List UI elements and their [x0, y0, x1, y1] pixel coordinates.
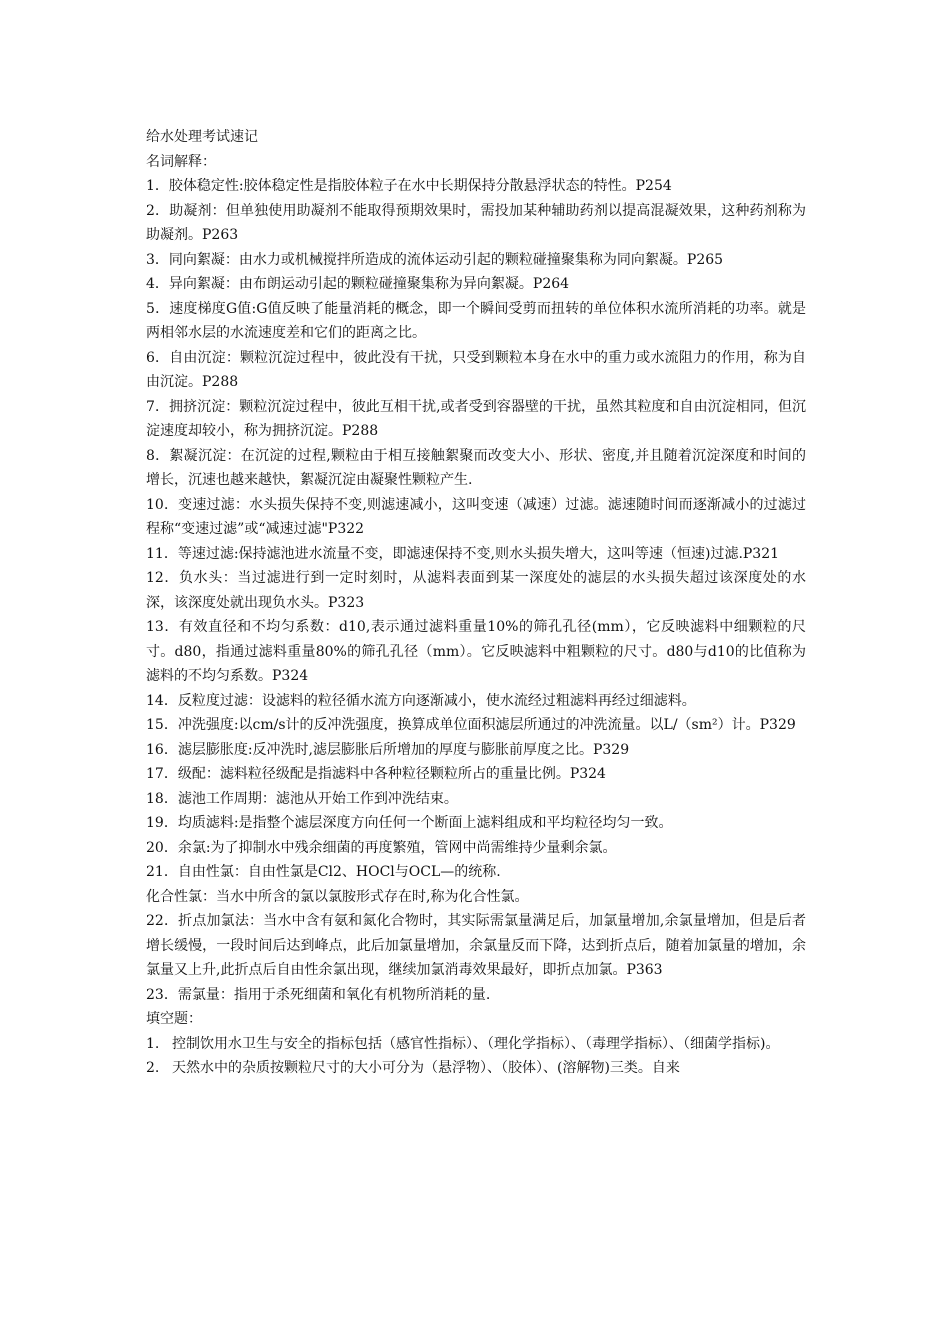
term-item: 19．均质滤料:是指整个滤层深度方向任何一个断面上滤料组成和平均粒径均匀一致。: [146, 815, 673, 831]
fill-list: [146, 1032, 806, 1081]
document-page: [146, 125, 806, 1081]
fill-item-number: 1.: [146, 1035, 160, 1052]
term-item: 10．变速过滤：水头损失保持不变,则滤速减小，这叫变速（减速）过滤。滤速随时间而逐渐减小的过滤过程称“变速过滤”或“减速过滤"P322: [146, 496, 806, 537]
term-item: 18．滤池工作周期：滤池从开始工作到冲洗结束。: [146, 790, 458, 807]
term-item: 4．异向絮凝：由布朗运动引起的颗粒碰撞聚集称为异向絮凝。P264: [146, 276, 570, 292]
term-item: 化合性氯：当水中所含的氯以氯胺形式存在时,称为化合性氯。: [146, 888, 529, 905]
term-item: 12．负水头：当过滤进行到一定时刻时，从滤料表面到某一深度处的滤层的水头损失超过该深度处的水深，该深度处就出现负水头。P323: [146, 570, 806, 611]
term-list: [146, 174, 806, 1007]
fill-item-text: 控制饮用水卫生与安全的指标包括（感官性指标）、（理化学指标）、（毒理学指标）、（细菌学指标)。: [172, 1035, 780, 1052]
term-item: 13．有效直径和不均匀系数：d10,表示通过滤料重量10%的筛孔孔径(mm），它反映滤料中细颗粒的尺寸。d80，指通过滤料重量80%的筛孔孔径（mm）。它反映滤料中粗颗粒的尺寸。d80与d10的比值称为滤料的不均匀系数。P324: [146, 619, 806, 684]
term-item: 5．速度梯度G值:G值反映了能量消耗的概念，即一个瞬间受剪而扭转的单位体积水流所消耗的功率。就是两相邻水层的水流速度差和它们的距离之比。: [146, 300, 806, 341]
term-item: 2．助凝剂：但单独使用助凝剂不能取得预期效果时，需投加某种辅助药剂以提高混凝效果，这种药剂称为助凝剂。P263: [146, 202, 806, 243]
term-item: 20．余氯:为了抑制水中残余细菌的再度繁殖，管网中尚需维持少量剩余氯。: [146, 839, 617, 856]
term-item: 11．等速过滤:保持滤池进水流量不变，即滤速保持不变,则水头损失增大，这叫等速（恒速)过滤.P321: [146, 545, 780, 562]
term-item: 22．折点加氯法：当水中含有氨和氮化合物时，其实际需氯量满足后，加氯量增加,余氯量增加，但是后者增长缓慢，一段时间后达到峰点，此后加氯量增加，余氯量反而下降，达到折点后，随着加氯量的增加，余氯量又上升,此折点后自由性余氯出现，继续加氯消毒效果最好，即折点加氯。P363: [146, 913, 806, 978]
term-item: 17．级配：滤料粒径级配是指滤料中各种粒径颗粒所占的重量比例。P324: [146, 766, 606, 782]
term-item: 6．自由沉淀：颗粒沉淀过程中，彼此没有干扰，只受到颗粒本身在水中的重力或水流阻力的作用，称为自由沉淀。P288: [146, 349, 806, 390]
term-item: 3．同向絮凝：由水力或机械搅拌所造成的流体运动引起的颗粒碰撞聚集称为同向絮凝。P265: [146, 251, 724, 268]
term-item: 8．絮凝沉淀：在沉淀的过程,颗粒由于相互接触絮聚而改变大小、形状、密度,并且随着沉淀深度和时间的增长，沉速也越来越快，絮凝沉淀由凝聚性颗粒产生.: [146, 447, 806, 488]
fill-item-text: 天然水中的杂质按颗粒尺寸的大小可分为（悬浮物）、（胶体）、(溶解物)三类。自来: [172, 1060, 680, 1076]
term-item: 7．拥挤沉淀：颗粒沉淀过程中，彼此互相干扰,或者受到容器壁的干扰，虽然其粒度和自由沉淀相同，但沉淀速度却较小，称为拥挤沉淀。P288: [146, 398, 806, 439]
fill-item: [146, 1032, 806, 1057]
term-item: 16．滤层膨胀度:反冲洗时,滤层膨胀后所增加的厚度与膨胀前厚度之比。P329: [146, 741, 630, 758]
term-item: 15．冲洗强度:以cm/s计的反冲洗强度，换算成单位面积滤层所通过的冲洗流量。以L/（sm²）计。P329: [146, 717, 796, 733]
fill-item: [146, 1056, 806, 1081]
fill-item-number: 2.: [146, 1060, 160, 1076]
section-heading-terms: 名词解释：: [146, 153, 216, 170]
term-item: 1．胶体稳定性:胶体稳定性是指胶体粒子在水中长期保持分散悬浮状态的特性。P254: [146, 178, 672, 194]
section-heading-fill: 填空题：: [146, 1011, 202, 1027]
term-item: 23．需氯量：指用于杀死细菌和氧化有机物所消耗的量.: [146, 986, 491, 1003]
term-item: 21．自由性氯：自由性氯是Cl2、HOCl与OCL—的统称.: [146, 864, 501, 880]
document-title: 给水处理考试速记: [146, 129, 258, 145]
term-item: 14．反粒度过滤：设滤料的粒径循水流方向逐渐减小，使水流经过粗滤料再经过细滤料。: [146, 692, 696, 709]
